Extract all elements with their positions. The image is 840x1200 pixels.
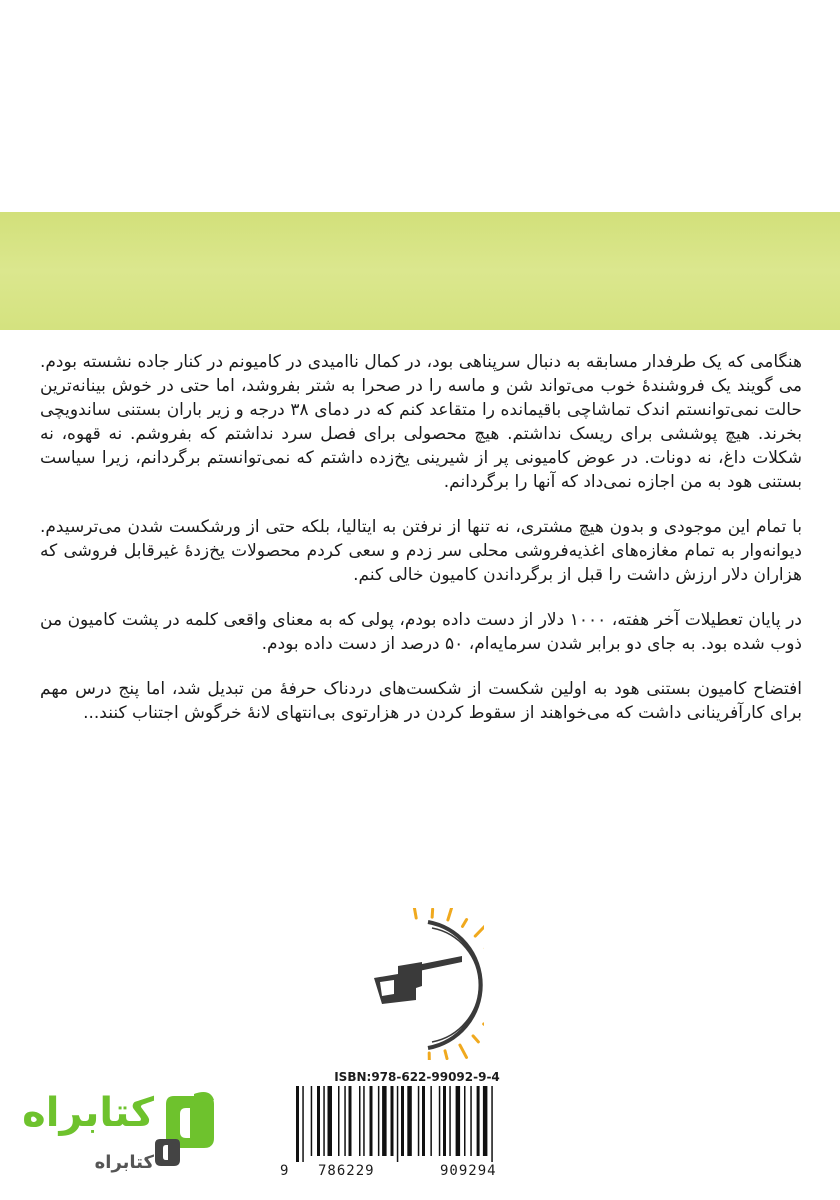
blurb-paragraph: با تمام این موجودی و بدون هیچ مشتری، نه تنها از نرفتن به ایتالیا، بلکه حتی از ورشکست شدن می‌ترسیدم. دیوانه‌وار به تمام مغازه‌های اغذیه‌فروشی محلی سر زدم و سعی کردم محصولات یخ‌زدهٔ غیرقابل فروشی که هزاران دلار ارزش داشت را قبل از برگرداندن کامیون خالی کنم.	[40, 517, 802, 585]
cover-color-band	[0, 212, 840, 330]
logo-ray	[445, 1051, 447, 1059]
isbn-barcode	[278, 1066, 556, 1184]
isbn-label: ISBN:978-622-99092-9-4	[334, 1070, 500, 1084]
barcode-bar	[391, 1086, 394, 1156]
book-leaf-icon	[152, 1136, 182, 1168]
barcode-bar	[363, 1086, 365, 1156]
logo-ray	[475, 926, 484, 936]
barcode-bar	[470, 1086, 472, 1156]
barcode-bar	[296, 1086, 299, 1162]
blurb-paragraph: افتضاح کامیون بستنی هود به اولین شکست از شکست‌های دردناک حرفهٔ من تبدیل شد، اما پنج درس مهم برای کارآفرینانی داشت که می‌خواهند از سقوط کردن در هزارتوی بی‌انتهای لانهٔ خرگوش اجتناب کنند...	[40, 679, 802, 723]
barcode-bar	[443, 1086, 446, 1156]
barcode-bar	[338, 1086, 340, 1156]
barcode-bar	[349, 1086, 352, 1156]
barcode-bar	[401, 1086, 404, 1156]
barcode-left-digits: 786229	[318, 1163, 375, 1179]
barcode-bar	[439, 1086, 441, 1156]
barcode-bar	[418, 1086, 420, 1156]
barcode-bar	[311, 1086, 313, 1156]
barcode-bar	[323, 1086, 325, 1156]
blurb-paragraph: در پایان تعطیلات آخر هفته، ۱۰۰۰ دلار از دست داده بودم، پولی که به معنای واقعی کلمه در پشت کامیون من ذوب شده بود. به جای دو برابر شدن سرمایه‌ام، ۵۰ درصد از دست داده بودم.	[40, 610, 802, 654]
watermark-text-large: کتابراه	[22, 1090, 154, 1136]
logo-ray	[460, 1045, 467, 1057]
barcode-bar	[344, 1086, 346, 1156]
ketabrah-watermark	[22, 1090, 216, 1185]
back-cover-blurb	[40, 350, 802, 746]
logo-ray	[414, 908, 416, 918]
barcode-bar	[430, 1086, 432, 1156]
barcode-bar	[370, 1086, 373, 1156]
barcode-bar	[456, 1086, 461, 1156]
barcode-bar	[422, 1086, 425, 1156]
barcode-bar	[477, 1086, 480, 1156]
barcode-bar	[491, 1086, 493, 1162]
barcode-bar	[407, 1086, 412, 1156]
barcode-bar	[483, 1086, 488, 1156]
logo-ray	[473, 1036, 478, 1042]
barcode-bar	[397, 1086, 399, 1162]
logo-ray	[448, 908, 452, 920]
watermark-text-small: کتابراه	[94, 1152, 154, 1173]
publisher-logo	[358, 908, 484, 1060]
barcode-bar	[317, 1086, 320, 1156]
barcode-bar	[302, 1086, 304, 1162]
barcode-bar	[464, 1086, 466, 1156]
sunburst-ship-logo-icon	[358, 908, 484, 1060]
blurb-paragraph: هنگامی که یک طرفدار مسابقه به دنبال سرپناهی بود، در کمال ناامیدی در کامیونم در کنار جاده نشسته بودم. می گویند یک فروشندهٔ خوب می‌تواند شن و ماسه را در صحرا به شتر بفروشد، اما حتی در خوش بینانه‌ترین حالت نمی‌توانستم اندک تماشاچی باقیمانده را متقاعد کنم که در دمای ۳۸ درجه و زیر باران بستنی ساندویچی بخرند. هیچ پوششی برای ریسک نداشتم. هیچ محصولی برای فصل سرد نداشتم که بفروشم. نه قهوه، نه شکلات داغ، نه دونات. در عوض کامیونی پر از شیرینی یخ‌زده داشتم که نمی‌توانستم برگردانم، زیرا سیاست بستنی هود به من اجازه نمی‌داد که آنها را برگردانم.	[40, 352, 802, 492]
barcode-bar	[449, 1086, 451, 1156]
barcode-lead-digit: 9	[280, 1163, 290, 1179]
barcode-bar	[359, 1086, 361, 1156]
barcode-right-digits: 909294	[440, 1163, 497, 1179]
barcode-bar	[382, 1086, 387, 1156]
barcode-bar	[328, 1086, 333, 1156]
barcode-bar	[378, 1086, 380, 1156]
barcode-bars	[292, 1086, 552, 1162]
logo-ray	[463, 920, 467, 927]
